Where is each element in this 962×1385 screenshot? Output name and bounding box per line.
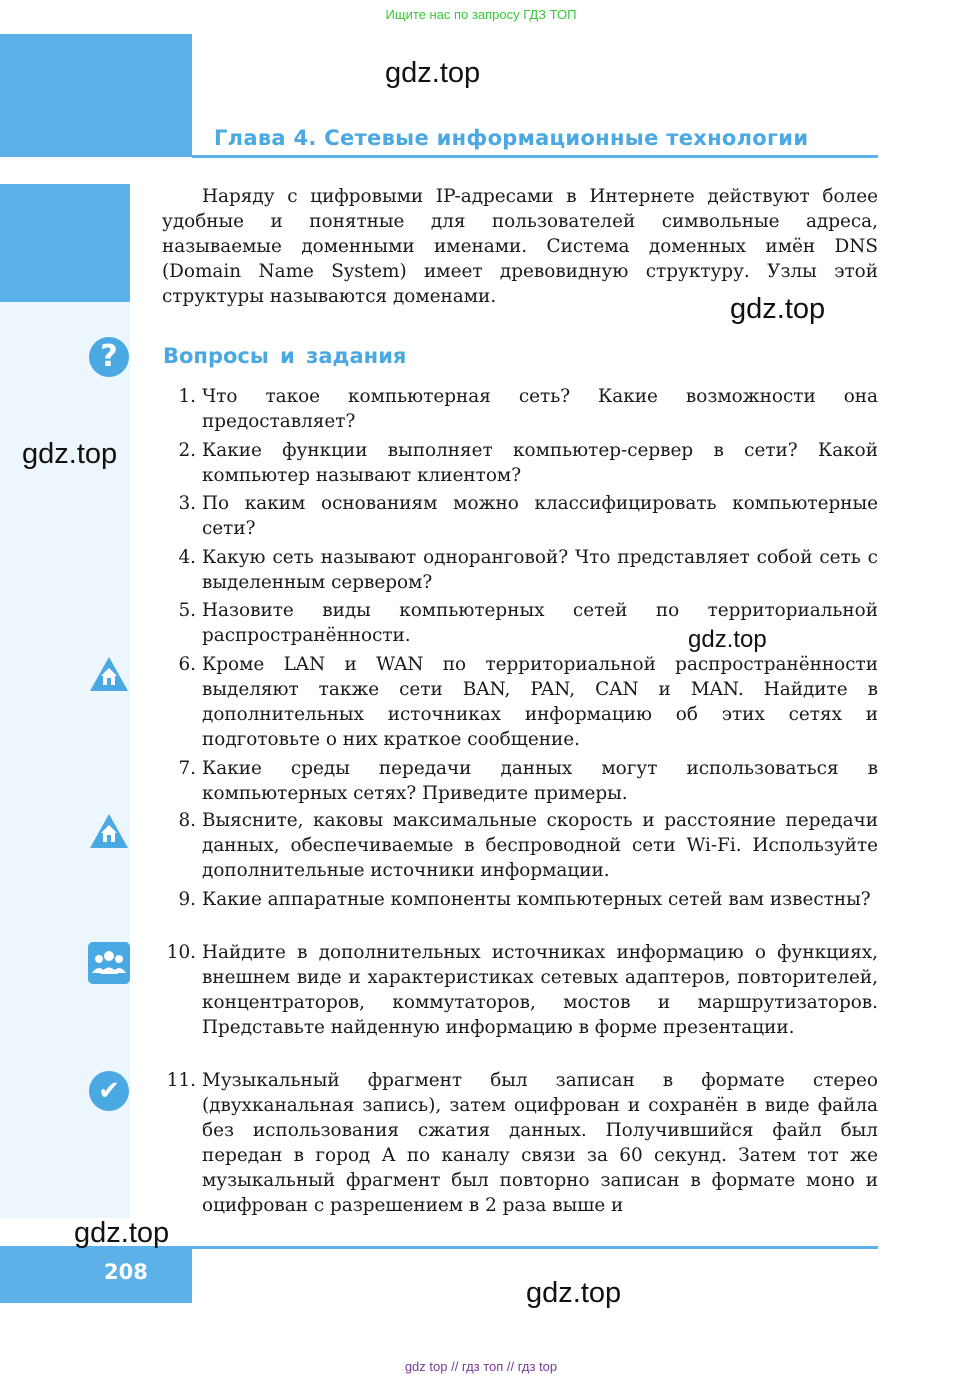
question-text: Найдите в дополнительных источниках информацию о функциях, внешнем виде и характеристиках сетевых адаптеров, повторителей, концентраторов, коммутаторов, мостов и маршрутизаторов. Представьте найденную информацию в форме презентации. [202, 942, 878, 1038]
question-item [162, 1068, 878, 1218]
question-number: 1. [178, 386, 196, 407]
question-item [162, 598, 878, 648]
watermark: gdz.top [74, 1217, 170, 1249]
footer-divider [192, 1246, 878, 1249]
chapter-title: Глава 4. Сетевые информационные технологии [214, 126, 809, 150]
question-item [162, 756, 878, 806]
question-item [162, 545, 878, 595]
question-number: 11. [166, 1070, 196, 1091]
side-color-block [0, 184, 130, 302]
watermark: gdz.top [730, 293, 826, 325]
question-text: Какие среды передачи данных могут использоваться в компьютерных сетях? Приведите примеры. [202, 758, 878, 804]
question-item [162, 384, 878, 434]
question-text: Выясните, каковы максимальные скорость и расстояние передачи данных, обеспечиваемые в беспроводной сети Wi-Fi. Используйте дополнительные источники информации. [202, 810, 878, 881]
bottom-banner[interactable]: gdz top // гдз топ // гдз top [404, 1359, 558, 1374]
question-text: Кроме LAN и WAN по территориальной распространённости выделяют также сети BAN, PAN, CAN и MAN. Найдите в дополнительных источниках информацию об этих сетях и подготовьте о них краткое сообщение. [202, 654, 878, 750]
question-text: Какие аппаратные компоненты компьютерных сетей вам известны? [202, 889, 871, 910]
question-item [162, 887, 878, 912]
question-item [162, 491, 878, 541]
question-number: 7. [178, 758, 196, 779]
question-text: Назовите виды компьютерных сетей по территориальной распространённости. [202, 600, 878, 646]
question-item [162, 940, 878, 1040]
watermark: gdz.top [688, 626, 767, 653]
question-number: 3. [178, 493, 196, 514]
question-item [162, 652, 878, 752]
question-number: 2. [178, 440, 196, 461]
intro-paragraph: Наряду с цифровыми IP-адресами в Интернете действуют более удобные и понятные для пользователей символьные адреса, называемые доменными именами. Система доменных имён DNS (Domain Name System) имеет древовидную структуру. Узлы этой структуры называются доменами. [162, 186, 878, 307]
group-icon [88, 942, 130, 984]
question-number: 5. [178, 600, 196, 621]
section-title: Вопросы и задания [163, 344, 407, 368]
watermark: gdz.top [22, 438, 118, 470]
watermark: gdz.top [385, 57, 481, 89]
question-text: По каким основаниям можно классифицировать компьютерные сети? [202, 493, 878, 539]
question-item [162, 808, 878, 883]
header-color-block [0, 34, 192, 157]
question-number: 9. [178, 889, 196, 910]
question-text: Что такое компьютерная сеть? Какие возможности она предоставляет? [202, 386, 878, 432]
question-number: 4. [178, 547, 196, 568]
chapter-divider [192, 155, 878, 158]
question-text: Музыкальный фрагмент был записан в формате стерео (двухканальная запись), затем оцифрован и сохранён в виде файла без использования сжатия данных. Получившийся файл был передан в город А по каналу связи за 60 секунд. Затем тот же музыкальный фрагмент был повторно записан в формате моно и оцифрован с разрешением в 2 раза выше и [202, 1070, 878, 1216]
house-icon [88, 655, 130, 693]
check-icon: ✔ [89, 1071, 129, 1111]
question-number: 6. [178, 654, 196, 675]
footer-color-block [0, 1246, 192, 1303]
question-number: 10. [166, 942, 196, 963]
page-number: 208 [104, 1260, 148, 1284]
question-number: 8. [178, 810, 196, 831]
question-text: Какую сеть называют одноранговой? Что представляет собой сеть с выделенным сервером? [202, 547, 878, 593]
question-item [162, 438, 878, 488]
house-icon [88, 812, 130, 850]
watermark: gdz.top [526, 1277, 622, 1309]
question-text: Какие функции выполняет компьютер-сервер в сети? Какой компьютер называют клиентом? [202, 440, 878, 486]
top-banner[interactable]: Ищите нас по запросу ГДЗ ТОП [385, 7, 577, 22]
question-icon: ? [89, 337, 129, 377]
